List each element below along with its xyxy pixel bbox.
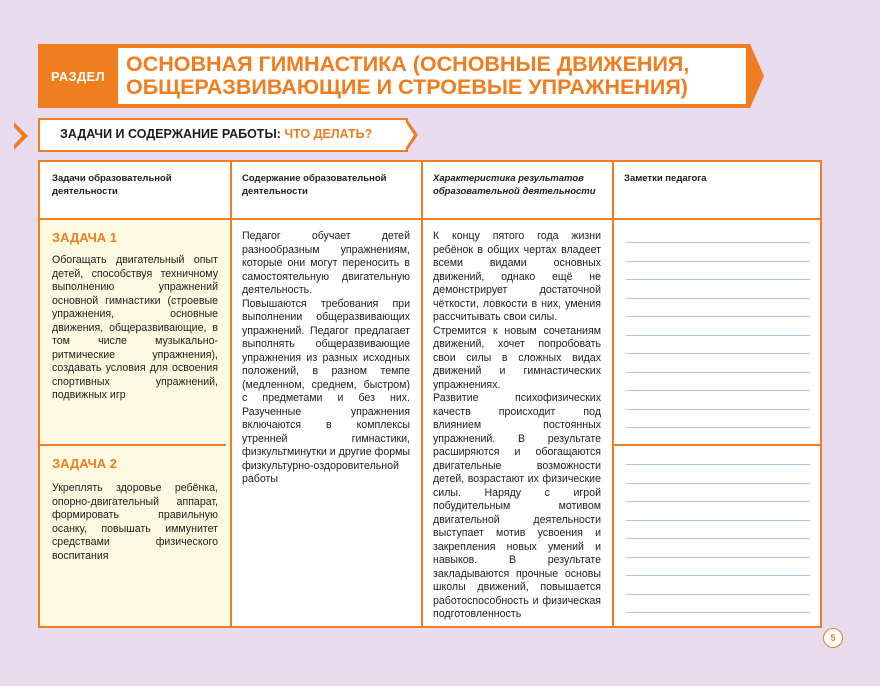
note-line (626, 409, 810, 410)
task-1-title: ЗАДАЧА 1 (52, 230, 118, 245)
note-line (626, 279, 810, 280)
note-line (626, 427, 810, 428)
column-header-tasks: Задачи образовательной деятельности (52, 173, 172, 197)
note-line (626, 538, 810, 539)
note-line (626, 575, 810, 576)
column-header-notes: Заметки педагога (624, 173, 707, 184)
subheader-accent: ЧТО ДЕЛАТЬ? (284, 127, 373, 141)
column-divider (421, 162, 423, 626)
header-divider (40, 218, 820, 220)
task-1-text: Обогащать двигательный опыт детей, способствуя техничному выполнению упражнений основной гимнастики (строевые упражнения, основные движения, общеразвивающие, в том числе музыкально-ритмические упражнения), создавать условия для освоения спортивных упражнений, подвижных игр (52, 254, 218, 401)
task-divider (40, 444, 226, 446)
note-line (626, 335, 810, 336)
note-line (626, 520, 810, 521)
section-tag: РАЗДЕЛ (51, 68, 105, 84)
tasks-table (38, 160, 822, 628)
note-line (626, 242, 810, 243)
banner-arrow (750, 44, 764, 108)
section-title-line-1: ОСНОВНАЯ ГИМНАСТИКА (ОСНОВНЫЕ ДВИЖЕНИЯ, (126, 52, 690, 76)
section-title-line-2: ОБЩЕРАЗВИВАЮЩИЕ И СТРОЕВЫЕ УПРАЖНЕНИЯ) (126, 75, 688, 99)
results-text: К концу пятого года жизни ребёнок в общих чертах владеет всеми видами основных движений, однако ещё не демонстрирует достаточной чёткости, ловкости в них, умения рассчитывать свои силы. Стремится к новым сочетаниям движений, хочет попробовать свои силы в сложных видах движений и гимнастических упражнениях. Развитие психофизических качеств происходит под влиянием постоянных упражнений. В результате расширяются и обогащаются двигательные возможности детей, возрастают их физические силы. Наряду с игрой побудительным мотивом двигательной деятельности выступает мотив усвоения и закрепления новых умений и навыков. В результате закладываются прочные основы школы движений, повышается работоспособность и физическая подготовленность (433, 230, 601, 620)
column-header-results: Характеристика результатов образовательной деятельности (433, 173, 596, 197)
section-title (126, 53, 689, 99)
page-number: 5 (823, 628, 843, 648)
note-line (626, 390, 810, 391)
subheader-title (60, 127, 372, 145)
note-line (626, 316, 810, 317)
note-line (626, 353, 810, 354)
notes-divider (612, 444, 820, 446)
note-line (626, 261, 810, 262)
content-text: Педагог обучает детей разнообразным упражнениям, которые они могут переносить в самостоятельную двигательную деятельность. Повышаются требования при выполнении общеразвивающих упражнений. Педагог предлагает выполнять общеразвивающие упражнения из разных исходных положений, в разном темпе (медленном, среднем, быстром) с предметами и без них. Разученные упражнения включаются в комплексы утренней гимнастики, физкультминутки и другие формы физкультурно-оздоровительной работы (242, 230, 410, 485)
task-2-title: ЗАДАЧА 2 (52, 456, 118, 471)
column-header-content: Содержание образовательной деятельности (242, 173, 387, 197)
note-line (626, 464, 810, 465)
note-line (626, 612, 810, 613)
note-line (626, 594, 810, 595)
section-title-box (118, 48, 746, 104)
column-divider (612, 162, 614, 626)
note-line (626, 483, 810, 484)
note-line (626, 298, 810, 299)
note-line (626, 501, 810, 502)
note-line (626, 557, 810, 558)
task-2-text: Укреплять здоровье ребёнка, опорно-двигательный аппарат, формировать правильную осанку, повышать иммунитет средствами физического воспитания (52, 482, 218, 562)
note-line (626, 372, 810, 373)
subheader-label: ЗАДАЧИ И СОДЕРЖАНИЕ РАБОТЫ: (60, 127, 281, 141)
column-divider (230, 162, 232, 626)
